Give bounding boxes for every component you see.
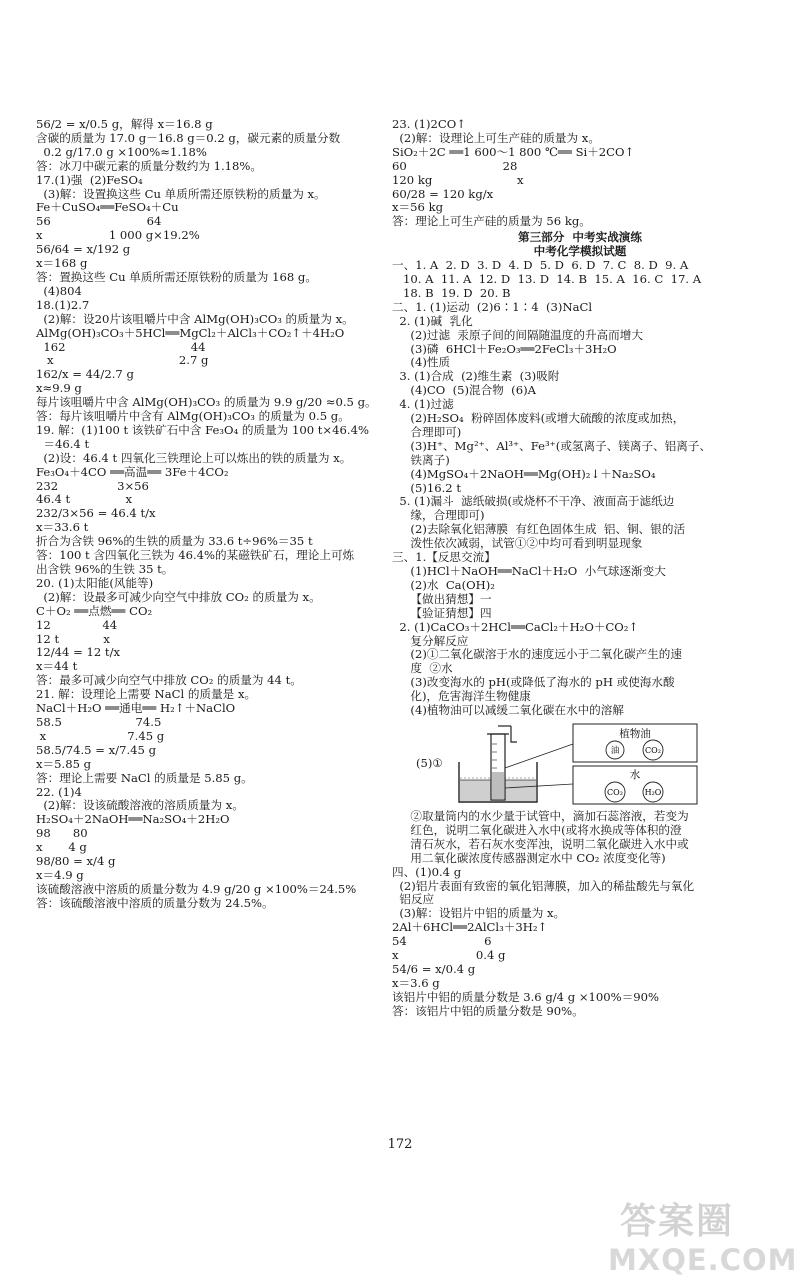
answer-line: 答：该铝片中铝的质量分数是 90%。 [392,1003,584,1018]
answer-line: (2)H₂SO₄ 粉碎固体废料(或增大硫酸的浓度或加热， [392,411,685,426]
experiment-diagram [453,722,703,806]
answer-line: (2)去除氧化铝薄膜 有红色固体生成 铝、铜、银的活 [392,522,686,537]
answer-line: (2)①二氧化碳溶于水的速度远小于二氧化碳产生的速 [392,647,682,662]
answer-line: (2)设：46.4 t 四氧化三铁理论上可以炼出的铁的质量为 x。 [36,450,352,465]
answer-line: (3)改变海水的 pH(或降低了海水的 pH 或使海水酸 [392,675,675,690]
oil-molecule-label: 油 [610,745,620,756]
answer-line: (2)水 Ca(OH)₂ [392,577,495,592]
figure-label: (5)① [416,756,443,771]
answer-line: 【验证猜想】四 [392,605,492,620]
answer-line: x＝3.6 g [392,975,440,990]
exam-title: 中考化学模拟试题 [533,244,627,259]
answer-line: H₂SO₄＋2NaOH══Na₂SO₄＋2H₂O [36,812,230,827]
answer-line: 四、(1)0.4 g [392,864,462,879]
exam-answers-block [392,259,768,718]
answer-line: x＝4.9 g [36,867,84,882]
answer-line: 56/64 = x/192 g [36,242,131,257]
answer-line: 铝反应 [392,892,435,907]
answer-line: 2Al＋6HCl══2AlCl₃＋3H₂↑ [392,920,548,935]
answer-line: 答：置换这些 Cu 单质所需还原铁粉的质量为 168 g。 [36,269,317,284]
answer-line: ②取量筒内的水少量于试管中，滴加石蕊溶液，若变为 [392,808,689,823]
water-layer-callout [573,766,697,804]
answer-line: 18. B 19. D 20. B [392,285,511,300]
watermark [596,1193,798,1279]
answer-line: NaCl＋H₂O ══通电══ H₂↑＋NaClO [36,701,236,716]
answer-line: 232 3×56 [36,478,149,493]
answer-line: x＝44 t [36,659,78,674]
answer-line: 18.(1)2.7 [36,297,90,312]
answer-line: (3)解：设置换这些 Cu 单质所需还原铁粉的质量为 x。 [36,186,326,201]
answer-line: (2)解：设20片该咀嚼片中含 AlMg(OH)₃CO₃ 的质量为 x。 [36,311,354,326]
answer-line: x≈9.9 g [36,381,82,396]
answer-line: 答：理论上需要 NaCl 的质量是 5.85 g。 [36,770,253,785]
answer-line: 该铝片中铝的质量分数是 3.6 g/4 g ×100%＝90% [392,989,660,1004]
answer-line: 10. A 11. A 12. D 13. D 14. B 15. A 16. C 17. A [392,271,702,286]
answer-line: 答：理论上可生产硅的质量为 56 kg。 [392,214,591,229]
answer-line: 58.5/74.5 = x/7.45 g [36,742,156,757]
answer-line: (2)解：设最多可减少向空气中排放 CO₂ 的质量为 x。 [36,589,321,604]
answer-line: 出含铁 96%的生铁 35 t。 [36,562,174,576]
answer-line: 4. (1)过滤 [392,397,454,412]
answer-line: C＋O₂ ══点燃══ CO₂ [36,603,153,618]
answer-line: 复分解反应 [392,633,469,648]
answer-line: 20. (1)太阳能(风能等) [36,575,154,590]
answer-line: (4)植物油可以减缓二氧化碳在水中的溶解 [392,703,624,718]
answer-line: 56/2 = x/0.5 g，解得 x＝16.8 g [36,117,213,131]
answer-line: 60/28 = 120 kg/x [392,186,494,201]
answer-line: (2)解：设理论上可生产硅的质量为 x。 [392,130,600,145]
answer-line: 折合为含铁 96%的生铁的质量为 33.6 t÷96%＝35 t [36,534,313,549]
answer-line: 清石灰水，若石灰水变浑浊，说明二氧化碳进入水中或 [392,836,689,851]
answer-line: 答：100 t 含四氧化三铁为 46.4%的某磁铁矿石，理论上可炼 [36,548,355,563]
answer-line: (1)HCl＋NaOH══NaCl＋H₂O 小气球逐渐变大 [392,564,666,578]
answer-line: 合理即可) [392,424,462,439]
answer-4-block [392,810,768,1019]
answer-line: 化)，危害海洋生物健康 [392,689,531,704]
answer-line: x 0.4 g [392,948,506,963]
answer-line: (4)性质 [392,355,451,370]
answer-line: (2)过滤 汞原子间的间隔随温度的升高而增大 [392,327,643,342]
answer-line: 54 6 [392,934,492,949]
answer-line: x＝168 g [36,256,88,271]
water-molecule-label: H₂O [644,787,662,797]
co2-in-water-label: CO₂ [606,787,623,797]
answer-line: 21. 解：设理论上需要 NaCl 的质量是 x。 [36,687,257,702]
answer-line: 232/3×56 = 46.4 t/x [36,506,156,521]
answer-line: x＝56 kg [392,200,444,215]
answer-line: x 2.7 g [36,353,209,368]
answer-line: Fe₃O₄＋4CO ══高温══ 3Fe＋4CO₂ [36,464,229,479]
answer-line: 12 44 [36,617,118,632]
answer-line: (4)MgSO₄＋2NaOH══Mg(OH)₂↓＋Na₂SO₄ [392,466,656,481]
answer-line: SiO₂＋2C ══1 600～1 800 ℃══ Si＋2CO↑ [392,144,635,159]
left-column [36,118,382,911]
answer-line: 98/80 = x/4 g [36,854,116,869]
answer-line: 红色，说明二氧化碳进入水中(或将水换成等体积的澄 [392,822,682,837]
experiment-figure [416,722,768,806]
answer-line: x＝5.85 g [36,756,92,771]
answer-line: 2. (1)CaCO₃＋2HCl══CaCl₂＋H₂O＋CO₂↑ [392,619,639,634]
answer-line: AlMg(OH)₃CO₃＋5HCl══MgCl₂＋AlCl₃＋CO₂↑＋4H₂O [36,325,345,340]
answer-line: 0.2 g/17.0 g ×100%≈1.18% [36,144,207,159]
answer-line: 120 kg x [392,172,524,187]
answer-line: (4)804 [36,283,82,298]
answer-line: Fe＋CuSO₄══FeSO₄＋Cu [36,200,179,215]
answer-line: 二、1. (1)运动 (2)6∶1∶4 (3)NaCl [392,299,593,314]
answer-line: (3)磷 6HCl＋Fe₂O₃══2FeCl₃＋3H₂O [392,341,617,356]
answer-line: x 1 000 g×19.2% [36,228,200,243]
answer-line: 58.5 74.5 [36,714,162,729]
section-title: 第三部分 中考实战演练 [517,230,642,245]
answer-line: (3)解：设铝片中铝的质量为 x。 [392,906,566,921]
answer-line: 一、1. A 2. D 3. D 4. D 5. D 6. D 7. C 8. D 9. A [392,258,689,273]
answer-line: 12 t x [36,631,110,646]
answer-line: 用二氧化碳浓度传感器测定水中 CO₂ 浓度变化等) [392,850,666,865]
answer-line: 162/x = 44/2.7 g [36,367,134,382]
answer-line: 46.4 t x [36,492,132,507]
answer-line: 答：最多可减少向空气中排放 CO₂ 的质量为 44 t。 [36,673,302,688]
answer-line: (5)16.2 t [392,480,462,495]
right-column [392,118,768,1019]
answer-line: (2)解：设该硫酸溶液的溶质质量为 x。 [36,798,244,813]
answer-line: 铁离子) [392,452,450,467]
answer-line: ＝46.4 t [36,436,90,451]
answer-line: 54/6 = x/0.4 g [392,961,476,976]
answer-line: 19. 解：(1)100 t 该铁矿石中含 Fe₃O₄ 的质量为 100 t×46.4% [36,422,369,437]
answer-line: 2. (1)碱 乳化 [392,313,473,328]
answer-line: 22. (1)4 [36,784,82,799]
answer-line: 162 44 [36,339,206,354]
answer-line: x＝33.6 t [36,520,89,535]
answer-line: 60 28 [392,158,518,173]
answer-line: 缘，合理即可) [392,508,485,523]
oil-label: 植物油 [619,727,651,740]
answer-line: 【做出猜想】一 [392,591,492,606]
water-label: 水 [629,768,641,781]
answer-line: 12/44 = 12 t/x [36,645,121,660]
answer-line: 23. (1)2CO↑ [392,117,467,131]
answer-line: (3)H⁺、Mg²⁺、Al³⁺、Fe³⁺(或氢离子、镁离子、铝离子、 [392,438,712,453]
answer-line: (4)CO (5)混合物 (6)A [392,383,536,398]
answer-23-block [392,118,768,229]
answer-line: x 4 g [36,840,87,855]
answer-line: 答：该硫酸溶液中溶质的质量分数为 24.5%。 [36,895,274,910]
page-number: 172 [387,1137,413,1152]
answer-line: 三、1.【反思交流】 [392,550,496,565]
answer-line: 98 80 [36,826,88,841]
answer-line: (2)铝片表面有致密的氧化铝薄膜，加入的稀盐酸先与氧化 [392,878,695,893]
answer-line: 5. (1)漏斗 滤纸破损(或烧杯不干净、液面高于滤纸边 [392,494,675,509]
answer-line: 17.(1)强 (2)FeSO₄ [36,172,143,187]
co2-molecule-label: CO₂ [644,745,661,755]
answer-line: 3. (1)合成 (2)维生素 (3)吸附 [392,369,560,384]
answer-line: 答：冰刀中碳元素的质量分数约为 1.18%。 [36,158,263,173]
answer-line: 度 ②水 [392,661,453,676]
answer-line: 答：每片该咀嚼片中含有 AlMg(OH)₃CO₃ 的质量为 0.5 g。 [36,409,350,424]
answer-line: 该硫酸溶液中溶质的质量分数为 4.9 g/20 g ×100%＝24.5% [36,881,357,896]
answer-line: 56 64 [36,214,162,229]
watermark-logo: 答案圈 [620,1201,735,1242]
answer-line: x 7.45 g [36,728,165,743]
answer-line: 含碳的质量为 17.0 g－16.8 g＝0.2 g，碳元素的质量分数 [36,130,341,145]
answer-line: 每片该咀嚼片中含 AlMg(OH)₃CO₃ 的质量为 9.9 g/20 ≈0.5 g。 [36,395,377,410]
oil-layer-callout [573,724,697,762]
answer-line: 泼性依次减弱，试管①②中均可看到明显现象 [392,536,643,551]
watermark-url: MXQE.COM [608,1243,798,1277]
